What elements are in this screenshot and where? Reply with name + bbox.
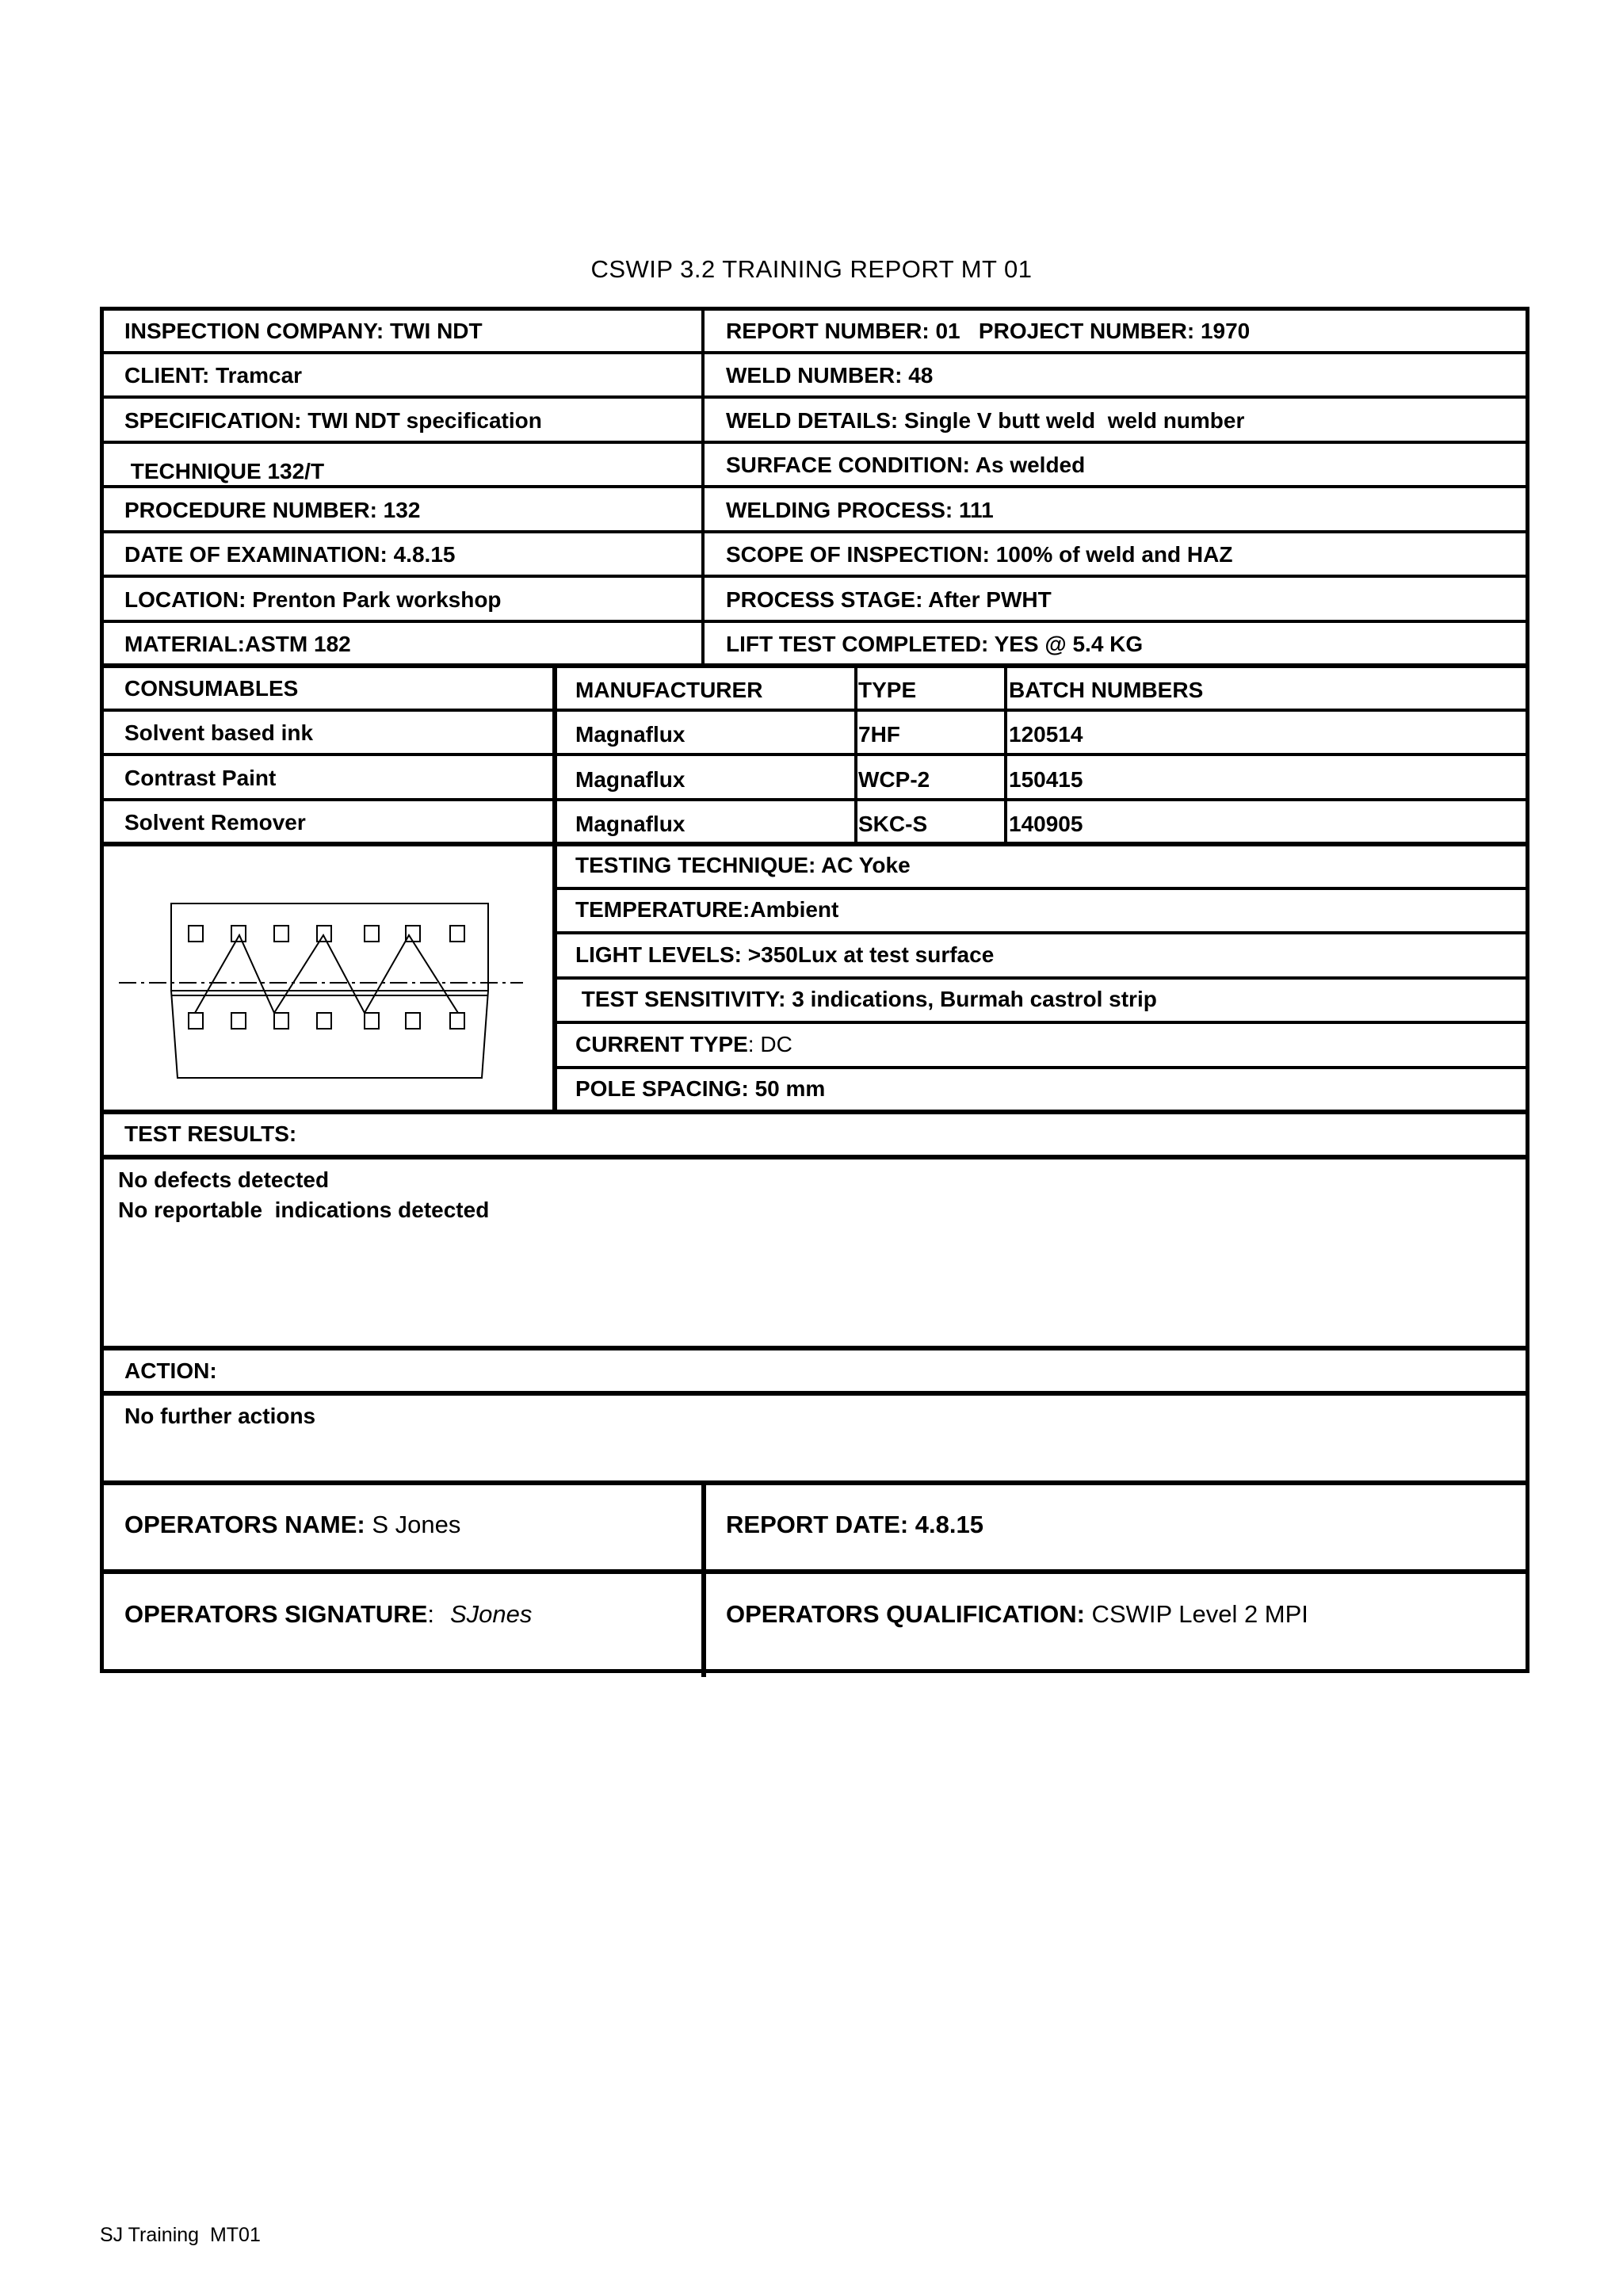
pole-position xyxy=(274,926,288,942)
report-date: REPORT DATE: 4.8.15 xyxy=(726,1511,984,1538)
pole-position xyxy=(231,926,246,942)
pole-position xyxy=(274,1013,288,1029)
pole-position xyxy=(450,926,464,942)
consumable-manufacturer: Magnaflux xyxy=(575,767,685,792)
pole-position xyxy=(189,926,203,942)
pole-position xyxy=(365,926,379,942)
operator-qualification-value: CSWIP Level 2 MPI xyxy=(1084,1600,1308,1628)
action-text: No further actions xyxy=(124,1404,316,1428)
consumable-type: WCP-2 xyxy=(858,767,930,792)
consumables-header: CONSUMABLES xyxy=(124,676,299,701)
test-sensitivity: TEST SENSITIVITY: 3 indications, Burmah castrol strip xyxy=(575,987,1157,1011)
report-title: CSWIP 3.2 TRAINING REPORT MT 01 xyxy=(590,255,1033,283)
pole-position xyxy=(317,926,331,942)
type-header: TYPE xyxy=(858,678,917,702)
pole-position xyxy=(450,1013,464,1029)
consumable-manufacturer: Magnaflux xyxy=(575,722,685,747)
technique: TECHNIQUE 132/T xyxy=(124,459,325,483)
date-of-examination: DATE OF EXAMINATION: 4.8.15 xyxy=(124,542,456,567)
scan-path xyxy=(195,935,458,1013)
test-results-label: TEST RESULTS: xyxy=(124,1121,297,1146)
lift-test: LIFT TEST COMPLETED: YES @ 5.4 KG xyxy=(726,632,1144,656)
surface-condition: SURFACE CONDITION: As welded xyxy=(726,453,1086,477)
consumable-manufacturer: Magnaflux xyxy=(575,812,685,836)
location: LOCATION: Prenton Park workshop xyxy=(124,587,502,612)
operator-qualification xyxy=(726,1601,1308,1628)
test-result-line: No reportable indications detected xyxy=(118,1198,490,1222)
operator-signature-value: SJones xyxy=(450,1600,533,1628)
operator-signature xyxy=(124,1601,532,1628)
light-levels: LIGHT LEVELS: >350Lux at test surface xyxy=(575,942,995,967)
manufacturer-header: MANUFACTURER xyxy=(575,678,763,702)
inspection-company: INSPECTION COMPANY: TWI NDT xyxy=(124,319,483,343)
weld-details: WELD DETAILS: Single V butt weld weld number xyxy=(726,408,1245,433)
consumable-batch: 140905 xyxy=(1009,812,1083,836)
consumable-name: Solvent based ink xyxy=(124,720,314,745)
consumable-batch: 120514 xyxy=(1009,722,1083,747)
test-result-line: No defects detected xyxy=(118,1167,330,1192)
pole-position xyxy=(231,1013,246,1029)
welding-process: WELDING PROCESS: 111 xyxy=(726,498,994,522)
material: MATERIAL:ASTM 182 xyxy=(124,632,351,656)
consumable-name: Contrast Paint xyxy=(124,766,277,790)
current-type-value: : DC xyxy=(747,1032,792,1056)
operator-signature-sep: : xyxy=(427,1600,434,1628)
pole-position xyxy=(189,1013,203,1029)
action-label: ACTION: xyxy=(124,1358,217,1383)
consumable-name: Solvent Remover xyxy=(124,810,306,835)
pole-position xyxy=(365,1013,379,1029)
operator-name-value: S Jones xyxy=(365,1511,461,1538)
operator-signature-label: OPERATORS SIGNATURE xyxy=(124,1600,428,1628)
batch-numbers-header: BATCH NUMBERS xyxy=(1009,678,1204,702)
footer: SJ Training MT01 xyxy=(100,2224,261,2246)
weld-number: WELD NUMBER: 48 xyxy=(726,363,934,388)
testing-technique: TESTING TECHNIQUE: AC Yoke xyxy=(575,853,911,877)
current-type xyxy=(575,1031,792,1058)
specification: SPECIFICATION: TWI NDT specification xyxy=(124,408,542,433)
current-type-label: CURRENT TYPE xyxy=(575,1032,748,1056)
procedure-number: PROCEDURE NUMBER: 132 xyxy=(124,498,421,522)
pole-spacing: POLE SPACING: 50 mm xyxy=(575,1076,826,1101)
pole-position xyxy=(406,926,420,942)
pole-position xyxy=(317,1013,331,1029)
client: CLIENT: Tramcar xyxy=(124,363,303,388)
consumable-type: SKC-S xyxy=(858,812,928,836)
temperature: TEMPERATURE:Ambient xyxy=(575,897,839,922)
consumable-batch: 150415 xyxy=(1009,767,1083,792)
pole-position xyxy=(406,1013,420,1029)
weld-inspection-sketch xyxy=(111,880,539,1094)
operator-qualification-label: OPERATORS QUALIFICATION: xyxy=(726,1600,1085,1628)
operator-name xyxy=(124,1511,460,1538)
scope-of-inspection: SCOPE OF INSPECTION: 100% of weld and HAZ xyxy=(726,542,1233,567)
operator-name-label: OPERATORS NAME: xyxy=(124,1511,365,1538)
process-stage: PROCESS STAGE: After PWHT xyxy=(726,587,1052,612)
consumable-type: 7HF xyxy=(858,722,900,747)
report-project-number: REPORT NUMBER: 01 PROJECT NUMBER: 1970 xyxy=(726,319,1251,343)
